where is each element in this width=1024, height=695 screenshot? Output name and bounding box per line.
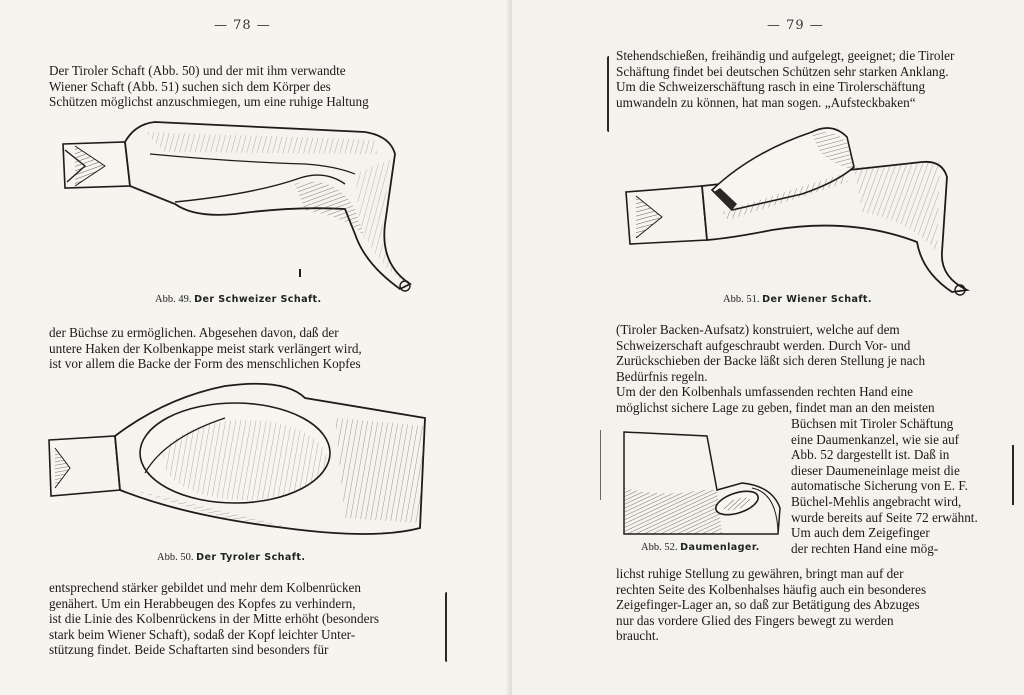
text-line: Zurückschieben der Backe läßt sich deren Stellung je nach	[616, 353, 926, 369]
text-line: Zeigefinger-Lager an, so daß zur Betätigung des Abzuges	[616, 597, 920, 613]
margin-bracket	[1012, 445, 1016, 505]
text-line: der rechten Hand eine mög-	[791, 540, 939, 556]
text-line: braucht.	[616, 628, 659, 644]
page-number: — 78 —	[214, 18, 271, 33]
left-middle-paragraph	[49, 325, 433, 372]
figure-51-viennese-stock	[622, 112, 977, 297]
margin-line	[600, 430, 604, 500]
text-line: Schützen möglichst anzuschmiegen, um eine ruhige Haltung	[49, 94, 369, 110]
text-line: Um der den Kolbenhals umfassenden rechten Hand eine	[616, 384, 913, 400]
text-line: der Büchse zu ermöglichen. Abgesehen davon, daß der	[49, 325, 339, 340]
caption-number: Abb. 51.	[723, 294, 760, 305]
figure-52-thumb-rest	[622, 428, 782, 540]
text-line: umwandeln zu können, hat man sogen. „Aufsteckbaken“	[616, 94, 916, 110]
left-bottom-paragraph	[49, 580, 433, 658]
figure-50-tyrolean-stock	[45, 378, 435, 550]
text-line: Bedürfnis regeln.	[616, 368, 708, 384]
text-line: Büchsen mit Tiroler Schäftung	[791, 416, 954, 431]
text-line: eine Daumenkanzel, wie sie auf	[791, 431, 960, 447]
right-middle-paragraph	[616, 322, 990, 416]
text-line: Schweizerschaft aufgeschraubt werden. Durch Vor- und	[616, 337, 911, 353]
text-line: (Tiroler Backen-Aufsatz) konstruiert, welche auf dem	[616, 322, 900, 337]
text-line: stützung findet. Beide Schaftarten sind besonders für	[49, 642, 329, 658]
text-line: Um auch dem Zeigefinger	[791, 525, 930, 541]
caption-number: Abb. 49.	[155, 294, 192, 305]
text-line: Stehendschießen, freihändig und aufgelegt, geeignet; die Tiroler	[616, 48, 955, 63]
text-line: Der Tiroler Schaft (Abb. 50) und der mit ihm verwandte	[49, 63, 346, 78]
figure-49-swiss-stock	[55, 114, 430, 294]
text-line: dieser Daumeneinlage meist die	[791, 462, 960, 478]
caption-title: Daumenlager.	[680, 542, 760, 553]
caption-number: Abb. 52.	[641, 542, 678, 553]
text-line: Wiener Schaft (Abb. 51) suchen sich dem Körper des	[49, 78, 331, 94]
caption-title: Der Tyroler Schaft.	[196, 552, 306, 563]
text-line: Abb. 52 dargestellt ist. Daß in	[791, 447, 950, 463]
text-line: nur das vordere Glied des Fingers bewegt zu werden	[616, 612, 894, 628]
margin-bracket	[607, 56, 612, 132]
caption-title: Der Schweizer Schaft.	[194, 294, 322, 305]
text-line: ist vor allem die Backe der Form des menschlichen Kopfes	[49, 356, 361, 372]
text-line: Um die Schweizerschäftung rasch in eine Tirolerschäftung	[616, 79, 926, 95]
text-line: ist die Linie des Kolbenrückens in der Mitte erhöht (besonders	[49, 611, 379, 627]
left-intro-paragraph	[49, 63, 433, 110]
text-line: wurde bereits auf Seite 72 erwähnt.	[791, 509, 978, 525]
right-page	[512, 0, 1024, 695]
text-line: rechten Seite des Kolbenhalses häufig auch ein besonderes	[616, 581, 927, 597]
right-wrap-paragraph	[791, 416, 991, 556]
figure-51-caption	[723, 294, 872, 305]
text-line: lichst ruhige Stellung zu gewähren, bringt man auf der	[616, 566, 904, 581]
figure-52-caption	[641, 542, 760, 553]
caption-title: Der Wiener Schaft.	[762, 294, 872, 305]
text-line: untere Haken der Kolbenkappe meist stark verlängert wird,	[49, 340, 362, 356]
figure-49-caption	[155, 294, 322, 305]
caption-number: Abb. 50.	[157, 552, 194, 563]
margin-bracket	[445, 592, 450, 662]
right-intro-paragraph	[616, 48, 990, 110]
text-line: automatische Sicherung von E. F.	[791, 478, 968, 494]
text-line: entsprechend stärker gebildet und mehr dem Kolbenrücken	[49, 580, 361, 595]
text-line: stark beim Wiener Schaft), sodaß der Kopf leichter Unter-	[49, 626, 356, 642]
page-number: — 79 —	[767, 18, 824, 33]
figure-50-caption	[157, 552, 305, 563]
text-line: genähert. Um ein Herabbeugen des Kopfes zu verhindern,	[49, 595, 356, 611]
text-line: Schäftung findet bei deutschen Schützen sehr starken Anklang.	[616, 63, 949, 79]
text-line: möglichst sichere Lage zu geben, findet man an den meisten	[616, 399, 935, 415]
right-bottom-paragraph	[616, 566, 990, 644]
text-line: Büchel-Mehlis angebracht wird,	[791, 493, 962, 509]
